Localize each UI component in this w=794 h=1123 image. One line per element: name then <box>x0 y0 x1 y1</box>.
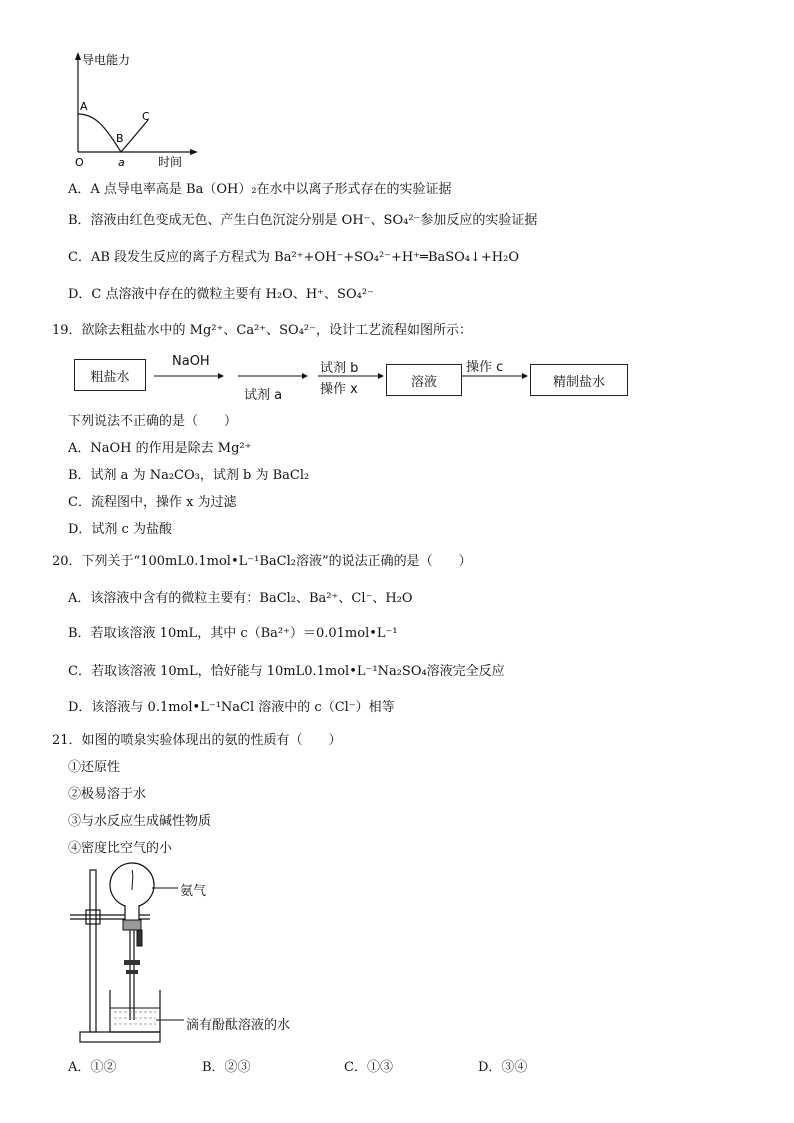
q21-item-2: ②极易溶于水 <box>68 787 147 802</box>
q19-option-c[interactable]: C．流程图中，操作 x 为过滤 <box>68 495 237 510</box>
q20-option-d[interactable]: D．该溶液与 0.1mol•L⁻¹NaCl 溶液中的 c（Cl⁻）相等 <box>68 700 395 715</box>
q21-option-b[interactable]: B．②③ <box>202 1060 251 1075</box>
flow-arrows <box>0 0 794 420</box>
flow-end-text: 精制盐水 <box>552 374 605 390</box>
flow-middle-box <box>386 364 462 396</box>
point-B-label: B <box>116 132 124 145</box>
flow-arrow1-label: NaOH <box>172 354 210 369</box>
flow-start-text: 粗盐水 <box>90 369 130 385</box>
stand-base <box>80 1032 160 1042</box>
flow-end-box <box>530 364 628 396</box>
origin-label: O <box>75 156 84 169</box>
q18-option-a[interactable]: A．A 点导电率高是 Ba（OH）₂在水中以离子形式存在的实验证据 <box>68 182 452 197</box>
flow-arrow3-bottom-label: 操作 x <box>320 382 358 397</box>
q20-option-b[interactable]: B．若取该溶液 10mL，其中 c（Ba²⁺）＝0.01mol•L⁻¹ <box>68 626 398 641</box>
q21-option-c[interactable]: C．①③ <box>344 1060 393 1075</box>
q21-item-3: ③与水反应生成碱性物质 <box>68 814 212 829</box>
q18-option-c[interactable]: C．AB 段发生反应的离子方程式为 Ba²⁺+OH⁻+SO₄²⁻+H⁺═BaSO₄↓+H₂O <box>68 250 520 265</box>
flow-arrow3-top-label: 试剂 b <box>320 361 359 376</box>
flow-arrow2-label: 试剂 a <box>244 388 283 403</box>
flow-middle-text: 溶液 <box>410 374 437 390</box>
q18-option-d[interactable]: D．C 点溶液中存在的微粒主要有 H₂O、H⁺、SO₄²⁻ <box>68 287 374 302</box>
x-axis-label: 时间 <box>158 155 183 169</box>
q19-option-a[interactable]: A．NaOH 的作用是除去 Mg²⁺ <box>68 441 252 456</box>
q21-item-4: ④密度比空气的小 <box>68 841 173 856</box>
q21-stem: 21．如图的喷泉实验体现出的氨的性质有（ ） <box>52 733 342 748</box>
y-axis-label: 导电能力 <box>82 53 131 67</box>
q19-option-d[interactable]: D．试剂 c 为盐酸 <box>68 522 172 537</box>
stand-rod <box>90 870 96 1032</box>
q19-prompt: 下列说法不正确的是（ ） <box>68 414 238 429</box>
point-A-label: A <box>80 100 88 113</box>
apparatus-gas-label: 氨气 <box>180 884 207 899</box>
q21-option-d[interactable]: D．③④ <box>478 1060 528 1075</box>
q18-option-b[interactable]: B．溶液由红色变成无色、产生白色沉淀分别是 OH⁻、SO₄²⁻参加反应的实验证据 <box>68 213 538 228</box>
q20-option-c[interactable]: C．若取该溶液 10mL，恰好能与 10mL0.1mol•L⁻¹Na₂SO₄溶液完全反应 <box>68 664 505 679</box>
flow-arrow4-label: 操作 c <box>466 360 504 375</box>
q19-stem: 19．欲除去粗盐水中的 Mg²⁺、Ca²⁺、SO₄²⁻，设计工艺流程如图所示： <box>52 323 472 338</box>
q21-item-1: ①还原性 <box>68 760 121 775</box>
point-a-tick-label: a <box>118 156 125 169</box>
point-C-label: C <box>142 110 150 123</box>
q21-option-a[interactable]: A．①② <box>68 1060 117 1075</box>
q20-stem: 20．下列关于“100mL0.1mol•L⁻¹BaCl₂溶液”的说法正确的是（ ） <box>52 554 472 569</box>
q19-option-b[interactable]: B．试剂 a 为 Na₂CO₃，试剂 b 为 BaCl₂ <box>68 468 310 483</box>
apparatus-water-label: 滴有酚酞溶液的水 <box>186 1018 291 1033</box>
beaker <box>110 990 160 1032</box>
q20-option-a[interactable]: A．该溶液中含有的微粒主要有：BaCl₂、Ba²⁺、Cl⁻、H₂O <box>68 591 413 606</box>
